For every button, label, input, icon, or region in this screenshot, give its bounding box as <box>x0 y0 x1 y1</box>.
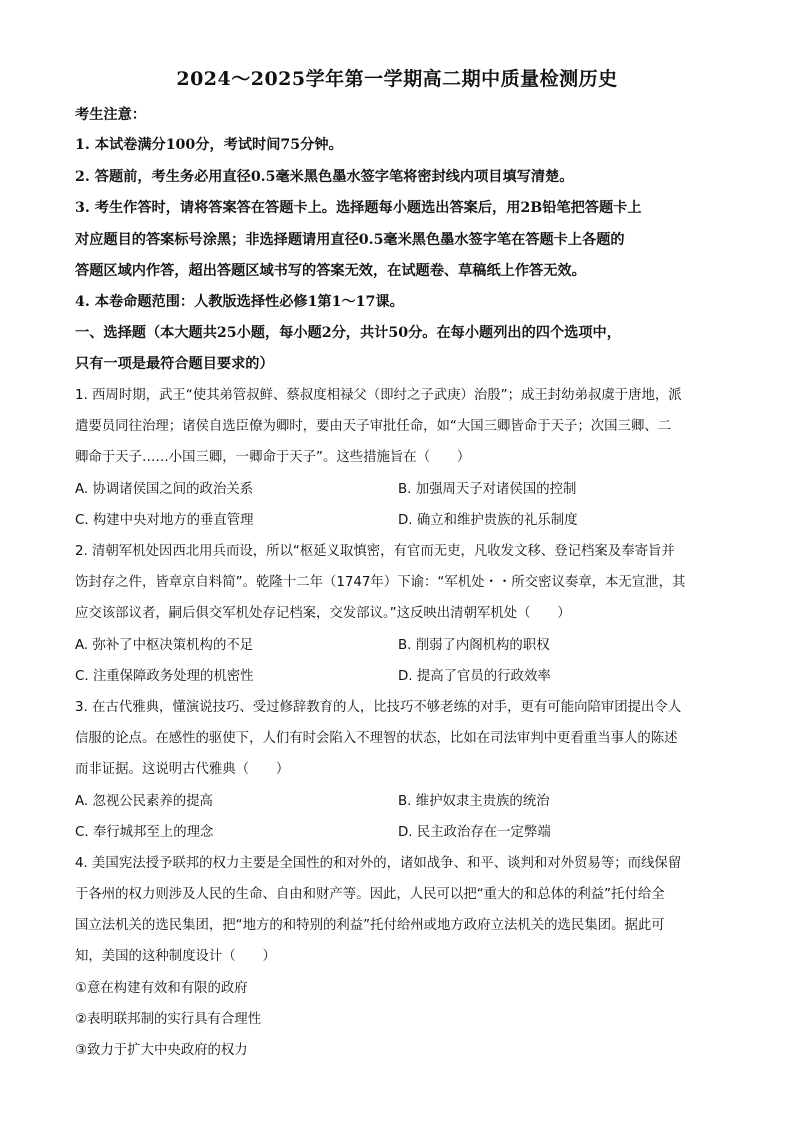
section-heading-line-2: 只有一项是最符合题目要求的） <box>75 356 274 372</box>
question-1-option-b: B. 加强周天子对诸侯国的控制 <box>398 482 577 497</box>
question-1-option-d: D. 确立和维护贵族的礼乐制度 <box>398 513 578 528</box>
question-3-option-c: C. 奉行城邦至上的理念 <box>75 825 214 840</box>
question-1-option-c: C. 构建中央对地方的垂直管理 <box>75 513 254 528</box>
question-4-line-3: 国立法机关的选民集团，把“地方的和特别的利益”托付给州或地方政府立法机关的选民集团。据此可 <box>75 918 665 933</box>
question-2-option-c: C. 注重保障政务处理的机密性 <box>75 669 254 684</box>
question-2-option-a: A. 弥补了中枢决策机构的不足 <box>75 638 254 653</box>
question-3-option-d: D. 民主政治存在一定弊端 <box>398 825 551 840</box>
page-title: 2024～2025学年第一学期高二期中质量检测历史 <box>176 68 618 90</box>
question-2-line-1: 2. 清朝军机处因西北用兵而设，所以“枢延义取慎密，有官而无吏，凡收发文移、登记档案及奉寄旨并 <box>75 544 675 559</box>
question-3-line-3: 而非证据。这说明古代雅典（ ） <box>75 762 290 777</box>
question-4-statement-3: ③致力于扩大中央政府的权力 <box>75 1043 248 1058</box>
question-2-line-2: 饬封存之件，皆章京自料简”。乾隆十二年（1747年）下谕：“军机处・・所交密议奏章，本无宣泄，其 <box>75 575 686 590</box>
question-1-line-3: 卿命于天子……小国三卿，一卿命于天子”。这些措施旨在（ ） <box>75 450 471 465</box>
question-2-line-3: 应交该部议者，嗣后俱交军机处存记档案，交发部议。”这反映出清朝军机处（ ） <box>75 606 571 621</box>
question-1-line-2: 遣要员同往治理；诸侯自选臣僚为卿时，要由天子审批任命，如“大国三卿皆命于天子；次国三卿、二 <box>75 419 672 434</box>
notice-heading: 考生注意： <box>75 107 146 123</box>
question-1-line-1: 1. 西周时期，武王“使其弟管叔鲜、蔡叔度相禄父（即纣之子武庚）治殷”；成王封幼弟叔虞于唐地，派 <box>75 388 682 403</box>
question-4-statement-2: ②表明联邦制的实行具有合理性 <box>75 1012 262 1027</box>
question-2-option-d: D. 提高了官员的行政效率 <box>398 669 551 684</box>
question-1-option-a: A. 协调诸侯国之间的政治关系 <box>75 482 254 497</box>
question-2-option-b: B. 削弱了内阁机构的职权 <box>398 638 550 653</box>
question-3-option-b: B. 维护奴隶主贵族的统治 <box>398 794 550 809</box>
notice-item-1: 1. 本试卷满分100分，考试时间75分钟。 <box>75 137 343 153</box>
question-3-line-1: 3. 在古代雅典，懂演说技巧、受过修辞教育的人，比技巧不够老练的对手，更有可能向陪审团提出令人 <box>75 700 682 715</box>
question-4-statement-1: ①意在构建有效和有限的政府 <box>75 981 248 996</box>
section-heading-line-1: 一、选择题（本大题共25小题，每小题2分，共计50分。在每小题列出的四个选项中， <box>75 325 621 341</box>
question-4-line-4: 知，美国的这种制度设计（ ） <box>75 949 276 964</box>
question-4-line-2: 于各州的权力则涉及人民的生命、自由和财产等。因此，人民可以把“重大的和总体的利益”托付给全 <box>75 887 665 902</box>
question-3-option-a: A. 忽视公民素养的提高 <box>75 794 213 809</box>
notice-item-3: 3. 考生作答时，请将答案答在答题卡上。选择题每小题选出答案后，用2B铅笔把答题卡上 <box>75 200 642 216</box>
notice-item-3-cont-1: 对应题目的答案标号涂黑；非选择题请用直径0.5毫米黑色墨水签字笔在答题卡上各题的 <box>75 232 625 248</box>
notice-item-3-cont-2: 答题区域内作答，超出答题区域书写的答案无效，在试题卷、草稿纸上作答无效。 <box>75 263 586 279</box>
notice-item-2: 2. 答题前，考生务必用直径0.5毫米黑色墨水签字笔将密封线内项目填写清楚。 <box>75 169 574 185</box>
notice-item-4: 4. 本卷命题范围：人教版选择性必修1第1～17课。 <box>75 294 404 310</box>
question-4-line-1: 4. 美国宪法授予联邦的权力主要是全国性的和对外的，诸如战争、和平、谈判和对外贸易等；而线保留 <box>75 856 682 871</box>
question-3-line-2: 信服的论点。在感性的驱使下，人们有时会陷入不理智的状态，比如在司法审判中更看重当事人的陈述 <box>75 731 678 746</box>
